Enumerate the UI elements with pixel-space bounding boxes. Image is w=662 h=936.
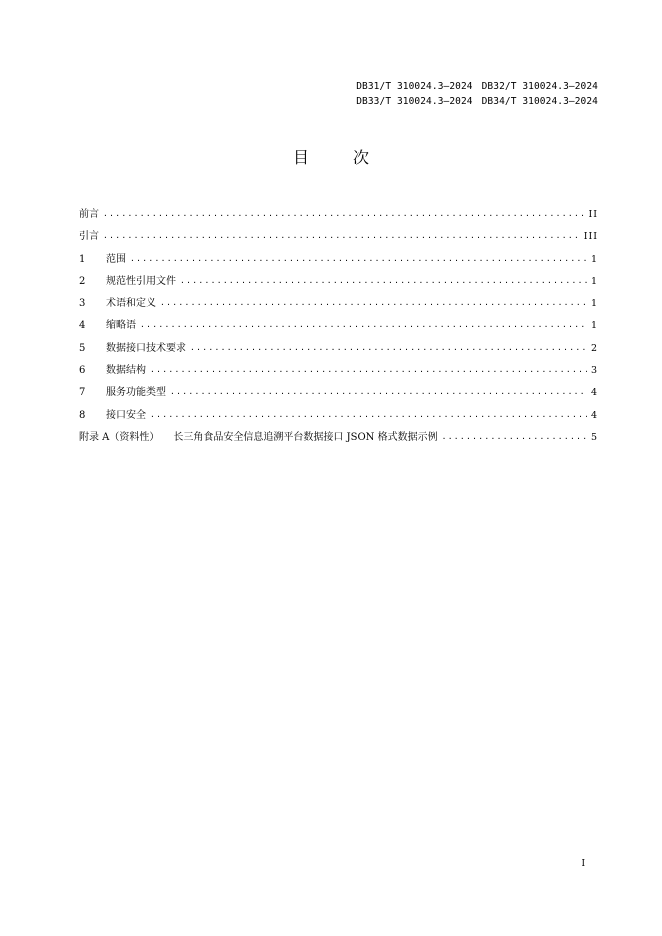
- toc-entry-page: 1: [590, 320, 598, 332]
- toc-dot-leader: [130, 251, 587, 267]
- standard-codes-line-1: [356, 79, 598, 94]
- toc-entry-number: 1: [79, 253, 86, 265]
- toc-entry-sublabel: 长三角食品安全信息追溯平台数据接口 JSON 格式数据示例: [173, 431, 438, 443]
- toc-entry-number: 6: [79, 365, 86, 377]
- toc-entry-page: 1: [590, 298, 598, 310]
- toc-entry-abbreviations[interactable]: [79, 318, 598, 340]
- toc-dot-leader: [150, 407, 587, 423]
- toc-entry-introduction[interactable]: [79, 229, 598, 251]
- toc-entry-label: 数据结构: [106, 365, 146, 377]
- toc-entry-interface-requirements[interactable]: [79, 341, 598, 363]
- toc-entry-number: 5: [79, 342, 86, 354]
- toc-entry-label: 规范性引用文件: [106, 275, 176, 287]
- toc-entry-normative-references[interactable]: [79, 274, 598, 296]
- toc-entry-label: 缩略语: [106, 320, 136, 332]
- toc-entry-appendix-a[interactable]: [79, 430, 598, 452]
- toc-dot-leader: [170, 384, 587, 400]
- toc-entry-page: 1: [590, 253, 598, 265]
- toc-entry-number: 2: [79, 275, 86, 287]
- toc-entry-data-structure[interactable]: [79, 363, 598, 385]
- toc-entry-page: 1: [590, 275, 598, 287]
- standard-code: DB34/T 310024.3—2024: [481, 96, 598, 107]
- toc-entry-number: 4: [79, 320, 86, 332]
- toc-dot-leader: [160, 295, 587, 311]
- toc-entry-label: 接口安全: [106, 409, 146, 421]
- toc-entry-page: 4: [590, 409, 598, 421]
- page-number: I: [581, 859, 585, 869]
- toc-dot-leader: [180, 273, 587, 289]
- toc-entry-label: 附录 A（资料性）: [79, 431, 160, 443]
- standard-code: DB32/T 310024.3—2024: [481, 81, 598, 92]
- toc-entry-page: II: [588, 209, 598, 220]
- table-of-contents: [79, 207, 598, 452]
- toc-entry-page: 2: [590, 342, 598, 354]
- toc-entry-foreword[interactable]: [79, 207, 598, 229]
- standard-code: DB33/T 310024.3—2024: [356, 96, 473, 107]
- toc-dot-leader: [190, 340, 587, 356]
- toc-entry-label: 数据接口技术要求: [106, 342, 186, 354]
- toc-entry-interface-security[interactable]: [79, 408, 598, 430]
- toc-dot-leader: [150, 362, 587, 378]
- standard-code: DB31/T 310024.3—2024: [356, 81, 473, 92]
- toc-entry-terms-definitions[interactable]: [79, 296, 598, 318]
- toc-entry-service-types[interactable]: [79, 385, 598, 407]
- toc-entry-label: 术语和定义: [106, 298, 156, 310]
- toc-dot-leader: [442, 429, 587, 445]
- toc-entry-page: 5: [590, 431, 598, 443]
- toc-entry-number: 3: [79, 298, 86, 310]
- toc-entry-number: 7: [79, 387, 86, 399]
- toc-entry-page: 4: [590, 387, 598, 399]
- toc-entry-scope[interactable]: [79, 252, 598, 274]
- toc-dot-leader: [140, 317, 587, 333]
- standard-codes-line-2: [356, 94, 598, 109]
- toc-title: 目次: [292, 148, 413, 167]
- toc-entry-number: 8: [79, 409, 86, 421]
- toc-dot-leader: [103, 206, 584, 222]
- standard-codes-header: [356, 79, 598, 109]
- toc-entry-page: III: [583, 231, 598, 243]
- toc-entry-label: 引言: [79, 231, 99, 243]
- toc-entry-label: 范围: [106, 253, 126, 265]
- toc-dot-leader: [103, 228, 580, 244]
- toc-entry-label: 服务功能类型: [106, 387, 166, 399]
- toc-entry-label: 前言: [79, 209, 99, 220]
- toc-entry-page: 3: [590, 365, 598, 377]
